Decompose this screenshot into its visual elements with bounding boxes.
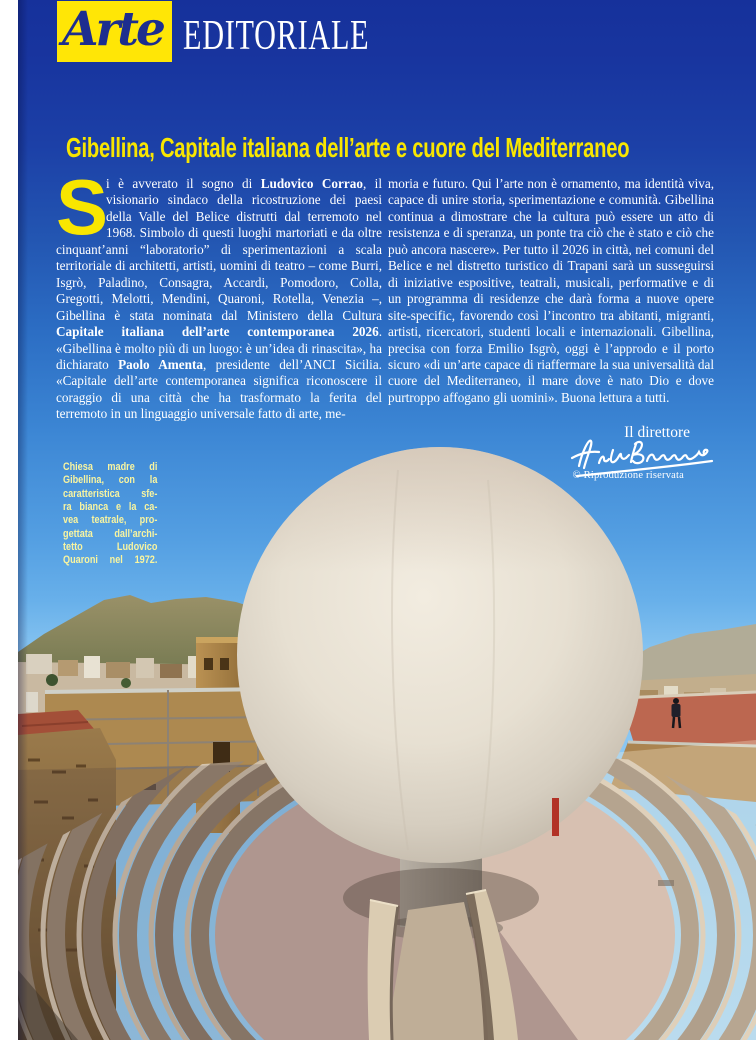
- photo-caption: Chiesa madre di Gibellina, con la caratteristica sfe- ra bianca e la ca- vea teatrale, pro- gettata dall’archi- tetto Ludovico Quaroni nel 1972.: [63, 461, 158, 567]
- article-column-1: [56, 163, 383, 423]
- byline: Il direttore: [624, 424, 690, 441]
- article-headline: Gibellina, Capitale italiana dell’arte e cuore del Mediterraneo: [66, 132, 630, 163]
- section-title: EDITORIALE: [183, 13, 370, 59]
- red-pole: [552, 798, 559, 836]
- church-sphere: [237, 447, 643, 863]
- page-edge-shadow: [18, 0, 28, 1040]
- column-2-text: moria e futuro. Qui l’arte non è ornamento, ma identità viva, capace di unire storia, sperimentazione e comunità. Gibellina continua a dimostrare che la cultura può essere un atto di resistenza e di speranza, un ponte tra ciò che è stato e ciò che può ancora nascere». Per tutto il 2026 in città, nei comuni del Belice e nel distretto turistico di Trapani sarà un susseguirsi di iniziative espositive, teatrali, musicali, performative e di un programma di residenze che darà forma a nuove opere site-specific, favorendo così l’incontro tra abitanti, migranti, artisti, ricercatori, studenti locali e internazionali. Gibellina, precisa con forza Emilio Isgrò, oggi è l’approdo e il porto sicuro «di un’arte capace di riaffermare la sua universalità dal cuore del Mediterraneo, il mare dove è nato Dio e dove purtroppo affogano gli uomini». Buona lettura a tutti.: [388, 176, 714, 405]
- page-margin: [0, 0, 18, 1040]
- arte-logo-text: Arte: [62, 2, 163, 57]
- arte-logo: [57, 1, 172, 62]
- drop-cap: S: [56, 163, 109, 251]
- page-background: [18, 0, 756, 1040]
- article-column-2: [388, 176, 714, 406]
- column-1-text: i è avverato il sogno di Ludovico Corrao, il visionario sindaco della ricostruzione dei paesi della Valle del Belice distrutti dal terremoto nel 1968. Simbolo di questi luoghi martoriati e da oltre cinquant’anni “laboratorio” di sperimentazioni a scala territoriale di architetti, artisti, uomini di teatro – come Burri, Isgrò, Paladino, Consagra, Accardi, Pomodoro, Colla, Gregotti, Melotti, Mendini, Quaroni, Rotella, Venezia –, Gibellina è stata nominata dal Ministero della Cultura Capitale italiana dell’arte contemporanea 2026. «Gibellina è molto più di un luogo: è un’idea di rinascita», ha dichiarato Paolo Amenta, presidente dell’ANCI Sicilia. «Capitale dell’arte contemporanea significa riconoscere il coraggio di una città che ha trasformato la ferita del terremoto in un linguaggio universale fatto di arte, me-: [56, 176, 383, 422]
- copyright-notice: © Riproduzione riservata: [572, 470, 684, 481]
